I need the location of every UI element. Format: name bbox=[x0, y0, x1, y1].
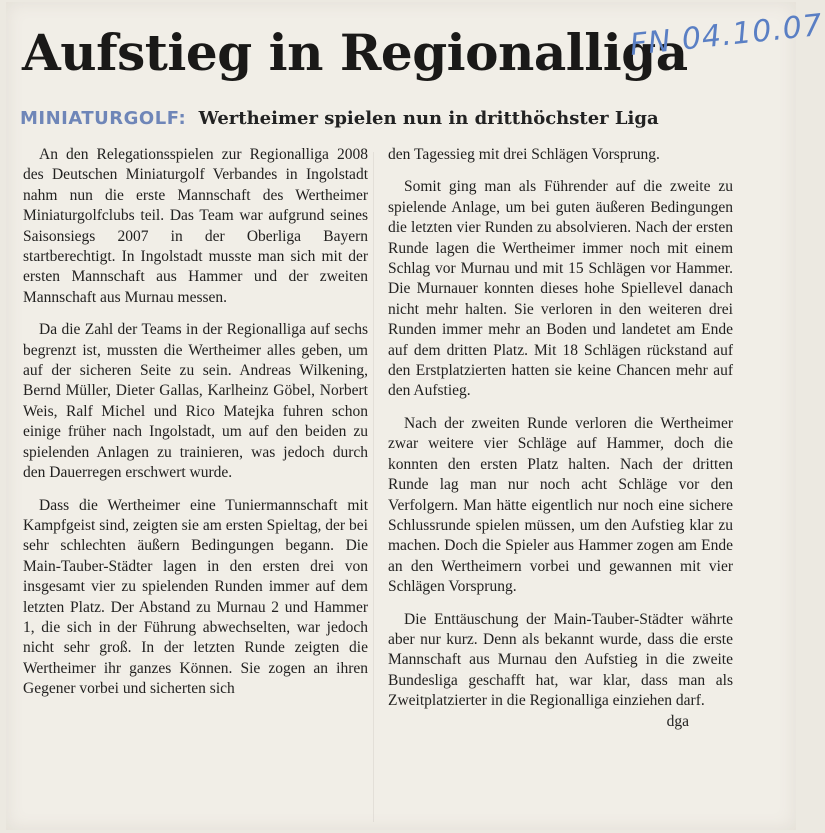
paragraph-final bbox=[388, 610, 733, 730]
author-signature: dga bbox=[666, 712, 689, 730]
paragraph: An den Relegationsspielen zur Regionalliga 2008 des Deutschen Miniaturgolf Verbandes in Ingolstadt nahm nun die erste Mannschaft des Wertheimer Miniaturgolfclubs teil. Das Team war aufgrund seines Saisonsiegs 2007 in der Oberliga Bayern startberechtigt. In Ingolstadt musste man sich mit der ersten Mannschaft aus Hammer und der zweiten Mannschaft aus Murnau messen. bbox=[23, 146, 368, 306]
column-divider bbox=[373, 152, 374, 822]
right-column bbox=[388, 145, 733, 732]
headline: Aufstieg in Regionalliga bbox=[22, 23, 688, 82]
left-column bbox=[23, 145, 368, 712]
handwritten-date-note: FN 04.10.07 bbox=[628, 7, 825, 63]
paragraph: Dass die Wertheimer eine Tuniermannschaft mit Kampfgeist sind, zeigten sie am ersten Spieltag, der bei sehr schlechten äußern Bedingungen begann. Die Main-Tauber-Städter lagen in den ersten drei von insgesamt vier zu spielenden Runden immer auf dem letzten Platz. Der Abstand zu Murnau 2 und Hammer 1, die sich in der Führung abwechselten, war jedoch nicht sehr groß. In der letzten Runde zeigten die Wertheimer ihr ganzes Können. Sie zogen an ihren Gegener vorbei und sicherten sich bbox=[23, 496, 368, 698]
newspaper-clipping bbox=[6, 2, 825, 830]
paragraph-text: Die Enttäuschung der Main-Tauber-Städter währte aber nur kurz. Denn als bekannt wurde, dass die erste Mannschaft aus Murnau den Aufstieg in die zweite Bundesliga geschafft hat, war klar, dass man als Zweitplatzierter in die Regionalliga einziehen darf. bbox=[388, 610, 733, 710]
paragraph-continuation: den Tagessieg mit drei Schlägen Vorsprung. bbox=[388, 146, 660, 163]
section-kicker: MINIATURGOLF: bbox=[20, 108, 187, 129]
paragraph: Nach der zweiten Runde verloren die Wertheimer zwar weitere vier Schläge auf Hammer, doch die konnten den ersten Platz halten. Nach der dritten Runde lag man nur noch acht Schläge vor den Verfolgern. Man hätte eigentlich nur noch eine sichere Schlussrunde spielen müssen, um den Aufstieg klar zu machen. Doch die Spieler aus Hammer zogen am Ende an den Wertheimern vorbei und gewannen mit vier Schlägen Vorsprung. bbox=[388, 414, 733, 596]
paragraph: Somit ging man als Führender auf die zweite zu spielende Anlage, um bei guten äußeren Bedingungen die letzten vier Runden zu absolvieren. Nach der ersten Runde lagen die Wertheimer immer noch mit einem Schlag vor Murnau und mit 15 Schlägen vor Hammer. Die Murnauer konnten dieses hohe Spiellevel danach nicht mehr halten. Sie verloren in den weiteren drei Runden immer mehr an Boden und landetet am Ende auf dem dritten Platz. Mit 18 Schlägen rückstand auf den Erstplatzierten hatten sie keine Chancen mehr auf den Aufstieg. bbox=[388, 178, 733, 400]
subtitle: Wertheimer spielen nun in dritthöchster Liga bbox=[198, 108, 659, 129]
subheadline bbox=[20, 100, 659, 134]
paragraph: Da die Zahl der Teams in der Regionalliga auf sechs begrenzt ist, mussten die Wertheimer alles geben, um auf der sicheren Seite zu sein. Andreas Wilkening, Bernd Müller, Dieter Gallas, Karlheinz Göbel, Norbert Weis, Ralf Michel und Rico Matejka fuhren schon einige früher nach Ingolstadt, um auf den beiden zu spielenden Anlagen zu trainieren, was jedoch durch den Dauerregen erschwert wurde. bbox=[23, 321, 368, 482]
